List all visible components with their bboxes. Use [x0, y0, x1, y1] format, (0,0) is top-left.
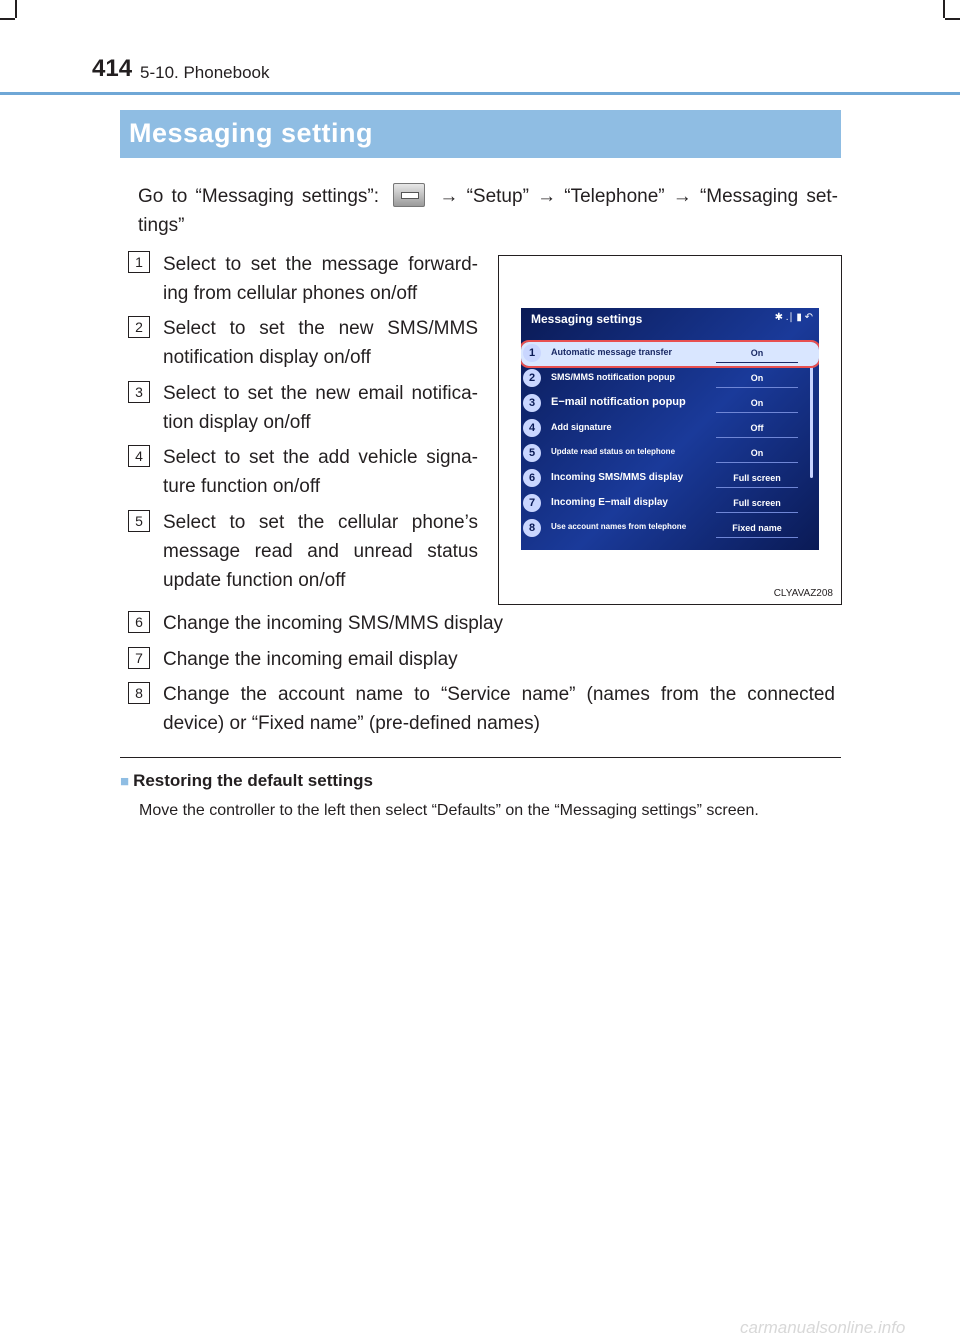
- crop-mark: [0, 18, 15, 20]
- item-number-badge: 5: [128, 510, 150, 532]
- item-number-badge: 3: [128, 381, 150, 403]
- setting-value[interactable]: Full screen: [716, 495, 798, 513]
- item-text: Select to set the new email notifica-tion display on/off: [163, 383, 478, 433]
- crop-mark: [943, 0, 945, 18]
- row-number: 3: [523, 394, 541, 412]
- crop-mark: [15, 0, 17, 18]
- setting-label: Add signature: [551, 422, 612, 432]
- square-bullet-icon: ■: [120, 773, 130, 790]
- setting-value[interactable]: On: [716, 345, 798, 363]
- note-heading: [120, 771, 373, 791]
- screen-title: Messaging settings: [531, 312, 643, 326]
- watermark: carmanualsonline.info: [740, 1318, 906, 1337]
- item-text: Select to set the add vehicle signa-ture function on/off: [163, 447, 478, 497]
- setting-row[interactable]: [521, 392, 819, 416]
- menu-button-icon: [393, 183, 425, 207]
- setting-value[interactable]: Full screen: [716, 470, 798, 488]
- setting-row[interactable]: [521, 517, 819, 541]
- setting-value[interactable]: Off: [716, 420, 798, 438]
- note-heading-text: Restoring the default settings: [133, 771, 373, 790]
- item-number-badge: 8: [128, 682, 150, 704]
- setting-label: Update read status on telephone: [551, 447, 676, 456]
- item-text: Change the incoming SMS/MMS display: [163, 613, 504, 634]
- setting-value[interactable]: On: [716, 370, 798, 388]
- row-number: 6: [523, 469, 541, 487]
- setting-row[interactable]: [521, 342, 819, 366]
- setting-label: Incoming SMS/MMS display: [551, 472, 684, 483]
- setting-label: SMS/MMS notification popup: [551, 372, 675, 382]
- setting-value[interactable]: On: [716, 395, 798, 413]
- row-number: 8: [523, 519, 541, 537]
- setting-label: E−mail notification popup: [551, 396, 686, 408]
- header-rule: [0, 92, 960, 95]
- note-body: Move the controller to the left then select “Defaults” on the “Messaging settings” screen.: [139, 802, 759, 819]
- row-number: 1: [523, 344, 541, 362]
- setting-row[interactable]: [521, 492, 819, 516]
- item-number-badge: 1: [128, 251, 150, 273]
- page-number: 414: [92, 55, 133, 82]
- item-text: Select to set the message forward-ing from cellular phones on/off: [163, 254, 478, 304]
- section-title: 5-10. Phonebook: [140, 63, 270, 82]
- screen-figure: [498, 255, 842, 605]
- row-number: 5: [523, 444, 541, 462]
- item-text: Select to set the cellular phone’s message read and unread status update function on/off: [163, 512, 478, 591]
- banner-title: Messaging setting: [129, 118, 374, 148]
- setting-row[interactable]: [521, 417, 819, 441]
- setting-label: Incoming E−mail display: [551, 497, 668, 508]
- intro-text: [138, 182, 838, 240]
- messaging-settings-screen: [521, 308, 819, 550]
- setting-row[interactable]: [521, 367, 819, 391]
- setting-value[interactable]: Fixed name: [716, 520, 798, 538]
- item-number-badge: 6: [128, 611, 150, 633]
- item-number-badge: 4: [128, 445, 150, 467]
- section-banner: [120, 110, 841, 158]
- row-number: 7: [523, 494, 541, 512]
- item-text: Select to set the new SMS/MMS notification display on/off: [163, 318, 478, 368]
- intro-part2: → “Setup” → “Telephone” → “Messaging set-tings”: [138, 186, 839, 236]
- setting-label: Automatic message transfer: [551, 347, 673, 357]
- setting-row[interactable]: [521, 467, 819, 491]
- item-text: Change the account name to “Service name” (names from the connected device) or “Fixed name” (pre-defined names): [163, 684, 835, 734]
- item-text: Change the incoming email display: [163, 649, 458, 670]
- setting-label: Use account names from telephone: [551, 522, 687, 531]
- crop-mark: [945, 18, 960, 20]
- intro-part1: Go to “Messaging settings”:: [138, 186, 380, 207]
- setting-row[interactable]: [521, 442, 819, 466]
- row-number: 2: [523, 369, 541, 387]
- section-divider: [120, 757, 841, 758]
- setting-value[interactable]: On: [716, 445, 798, 463]
- row-number: 4: [523, 419, 541, 437]
- item-number-badge: 2: [128, 316, 150, 338]
- figure-code: CLYAVAZ208: [773, 588, 833, 599]
- item-number-badge: 7: [128, 647, 150, 669]
- status-icons: ✱ .∣ ▮ ↶: [774, 312, 813, 323]
